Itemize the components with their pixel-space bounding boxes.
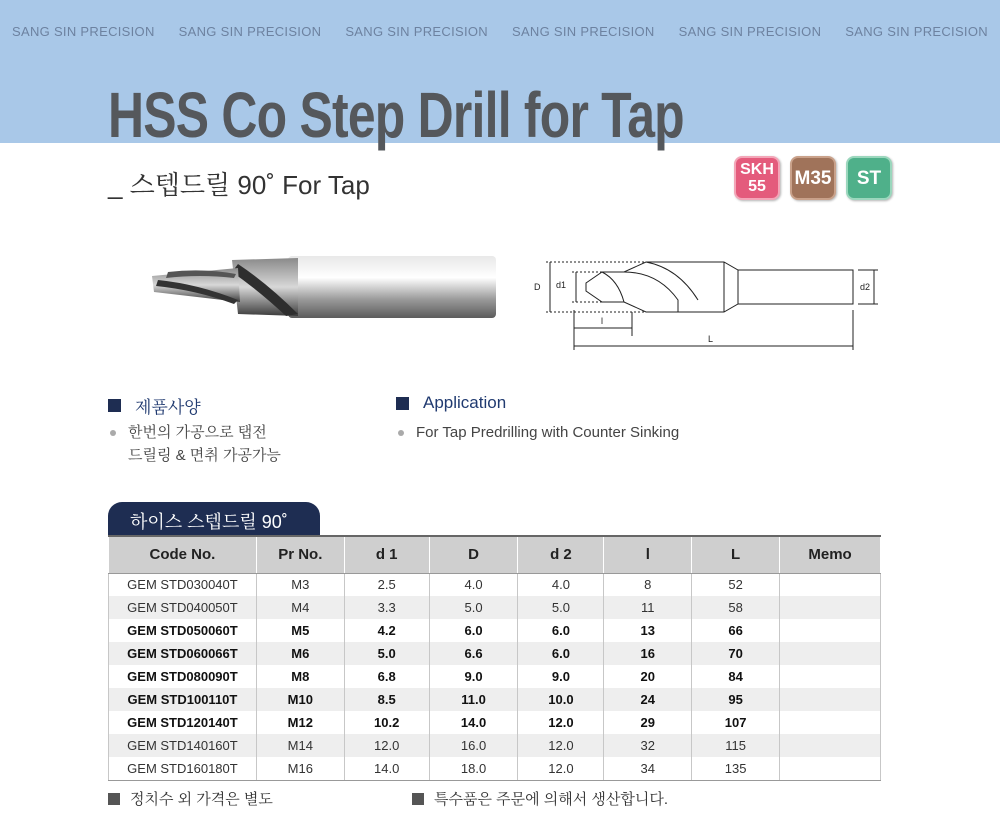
table-tab-label: 하이스 스텝드릴 90˚ (108, 502, 320, 536)
table-cell-l: 107 (692, 711, 780, 734)
footer-note-right: 특수품은 주문에 의해서 생산합니다. (412, 788, 668, 809)
brand-text: SANG SIN PRECISION (345, 24, 488, 39)
square-bullet-icon (396, 397, 409, 410)
col-header: d 1 (344, 536, 429, 573)
table-cell-memo (780, 665, 881, 688)
table-cell-d: 6.6 (429, 642, 518, 665)
dim-label-d1: d1 (556, 280, 567, 290)
specs-heading: 제품사양 (108, 393, 201, 418)
square-bullet-icon (108, 399, 121, 412)
badge-m35: M35 (790, 156, 836, 200)
badge-st: ST (846, 156, 892, 200)
col-header: Memo (780, 536, 881, 573)
table-cell-pr: M14 (256, 734, 344, 757)
table-cell-d1: 10.2 (344, 711, 429, 734)
dim-label-D: D (534, 282, 541, 292)
table-cell-l: 66 (692, 619, 780, 642)
table-cell-pr: M12 (256, 711, 344, 734)
col-header: l (604, 536, 692, 573)
table-row (109, 619, 881, 642)
table-cell-l: 135 (692, 757, 780, 780)
drill-dimension-diagram (528, 250, 871, 354)
table-cell-l: 70 (692, 642, 780, 665)
table-cell-memo (780, 573, 881, 596)
col-header: D (429, 536, 518, 573)
table-cell-code: GEM STD040050T (109, 596, 257, 619)
table-cell-d1: 8.5 (344, 688, 429, 711)
table-row (109, 642, 881, 665)
brand-text: SANG SIN PRECISION (12, 24, 155, 39)
table-cell-pr: M10 (256, 688, 344, 711)
table-row (109, 688, 881, 711)
table-cell-code: GEM STD160180T (109, 757, 257, 780)
table-cell-d2: 5.0 (518, 596, 604, 619)
table-cell-code: GEM STD080090T (109, 665, 257, 688)
brand-text: SANG SIN PRECISION (678, 24, 822, 39)
col-header: L (692, 536, 780, 573)
table-cell-pr: M5 (256, 619, 344, 642)
table-cell-code: GEM STD060066T (109, 642, 257, 665)
table-cell-d: 4.0 (429, 573, 518, 596)
table-cell-l: 24 (604, 688, 692, 711)
table-cell-d: 16.0 (429, 734, 518, 757)
table-cell-d1: 14.0 (344, 757, 429, 780)
table-cell-memo (780, 642, 881, 665)
application-text: For Tap Predrilling with Counter Sinking (398, 421, 679, 444)
table-cell-code: GEM STD030040T (109, 573, 257, 596)
table-cell-l: 11 (604, 596, 692, 619)
col-header: Pr No. (256, 536, 344, 573)
specs-text: 한번의 가공으로 탭전 드릴링 & 면취 가공가능 (110, 421, 281, 467)
table-cell-d: 11.0 (429, 688, 518, 711)
table-cell-d: 14.0 (429, 711, 518, 734)
application-heading: Application (396, 393, 506, 413)
table-cell-d1: 12.0 (344, 734, 429, 757)
table-cell-d: 9.0 (429, 665, 518, 688)
table-cell-d1: 3.3 (344, 596, 429, 619)
table-row (109, 665, 881, 688)
table-cell-code: GEM STD120140T (109, 711, 257, 734)
table-cell-l: 34 (604, 757, 692, 780)
dim-label-l: l (601, 316, 603, 326)
table-cell-l: 8 (604, 573, 692, 596)
table-cell-l: 20 (604, 665, 692, 688)
table-cell-d1: 6.8 (344, 665, 429, 688)
table-cell-pr: M3 (256, 573, 344, 596)
brand-text: SANG SIN PRECISION (178, 24, 322, 39)
table-cell-code: GEM STD050060T (109, 619, 257, 642)
badge-skh55: SKH 55 (734, 156, 780, 200)
table-row (109, 573, 881, 596)
table-cell-l: 52 (692, 573, 780, 596)
table-cell-code: GEM STD140160T (109, 734, 257, 757)
table-cell-d2: 6.0 (518, 642, 604, 665)
table-cell-d2: 4.0 (518, 573, 604, 596)
table-cell-l: 16 (604, 642, 692, 665)
dot-bullet-icon (398, 430, 404, 436)
table-cell-l: 84 (692, 665, 780, 688)
table-cell-memo (780, 734, 881, 757)
table-row (109, 734, 881, 757)
table-cell-d2: 6.0 (518, 619, 604, 642)
table-row (109, 596, 881, 619)
table-cell-memo (780, 596, 881, 619)
table-cell-l: 58 (692, 596, 780, 619)
table-cell-d2: 12.0 (518, 734, 604, 757)
square-bullet-icon (108, 793, 120, 805)
table-cell-d: 18.0 (429, 757, 518, 780)
table-cell-pr: M6 (256, 642, 344, 665)
brand-text: SANG SIN PRECISION (511, 24, 655, 39)
table-cell-memo (780, 688, 881, 711)
table-cell-pr: M8 (256, 665, 344, 688)
table-cell-l: 29 (604, 711, 692, 734)
brand-repeat-row (0, 24, 1000, 39)
table-cell-code: GEM STD100110T (109, 688, 257, 711)
material-badges (734, 156, 892, 200)
table-cell-l: 13 (604, 619, 692, 642)
table-cell-d2: 10.0 (518, 688, 604, 711)
table-cell-pr: M16 (256, 757, 344, 780)
spec-table (108, 535, 881, 781)
drill-photo (148, 254, 500, 320)
table-cell-memo (780, 757, 881, 780)
brand-text: SANG SIN PRECISION (845, 24, 988, 39)
table-cell-pr: M4 (256, 596, 344, 619)
dim-label-L: L (708, 334, 714, 344)
table-cell-d1: 2.5 (344, 573, 429, 596)
table-cell-l: 32 (604, 734, 692, 757)
table-cell-d2: 12.0 (518, 711, 604, 734)
table-cell-memo (780, 619, 881, 642)
table-cell-memo (780, 711, 881, 734)
table-row (109, 711, 881, 734)
footer-note-left: 정치수 외 가격은 별도 (108, 788, 273, 809)
table-cell-l: 115 (692, 734, 780, 757)
page-subtitle: _ 스텝드릴 90˚ For Tap (108, 170, 370, 200)
table-cell-d: 6.0 (429, 619, 518, 642)
col-header: d 2 (518, 536, 604, 573)
table-cell-d1: 5.0 (344, 642, 429, 665)
col-header: Code No. (109, 536, 257, 573)
table-cell-l: 95 (692, 688, 780, 711)
dim-label-d2: d2 (860, 282, 871, 292)
table-cell-d1: 4.2 (344, 619, 429, 642)
dot-bullet-icon (110, 430, 116, 436)
table-cell-d2: 9.0 (518, 665, 604, 688)
table-row (109, 757, 881, 780)
table-cell-d2: 12.0 (518, 757, 604, 780)
page-title: HSS Co Step Drill for Tap (108, 79, 684, 151)
table-header-row (109, 536, 881, 573)
square-bullet-icon (412, 793, 424, 805)
table-cell-d: 5.0 (429, 596, 518, 619)
